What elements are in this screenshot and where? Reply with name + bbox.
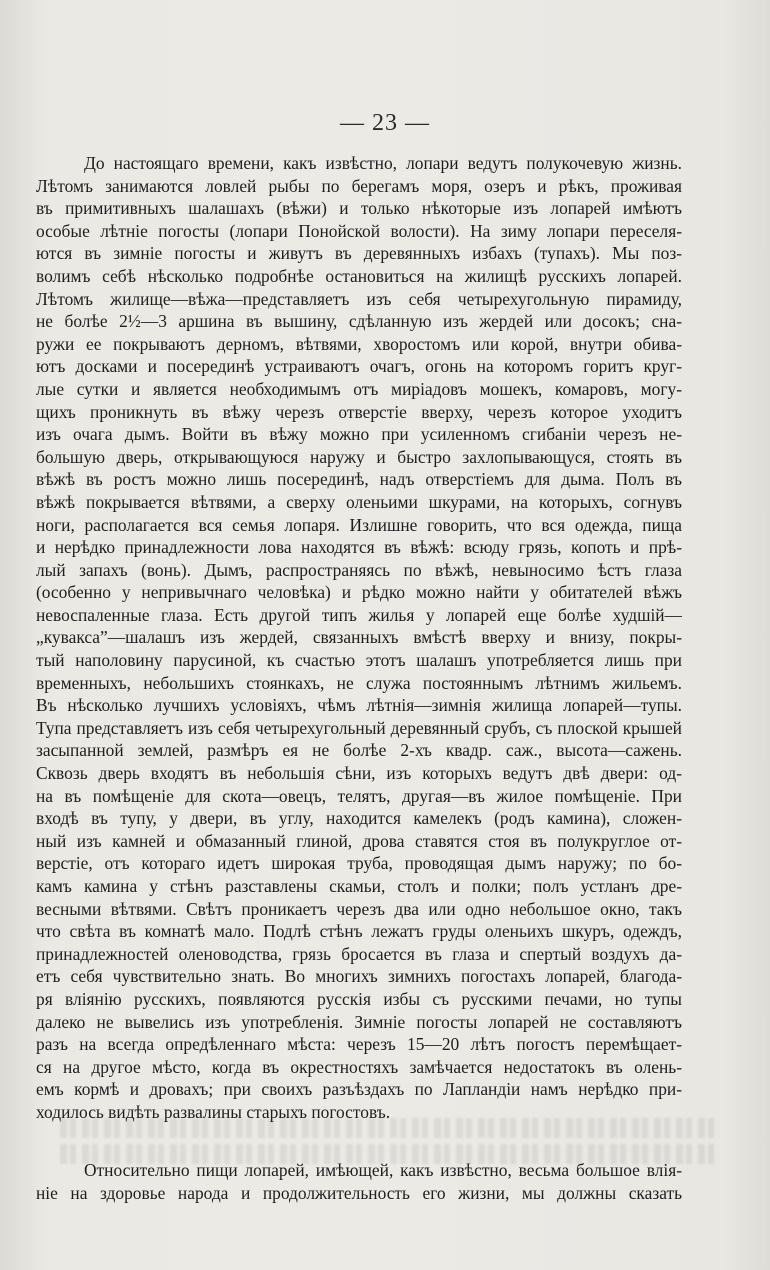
- text-line: Лѣтомъ жилище—вѣжа—представляетъ изъ себя четырехугольную пирамиду,: [36, 288, 682, 309]
- text-line: Сквозь дверь входятъ въ небольшія сѣни, изъ которыхъ ведутъ двѣ двери: од-: [36, 763, 682, 784]
- text-line: и нерѣдко принадлежности лова находятся въ вѣжѣ: всюду грязь, копоть и прѣ-: [36, 537, 682, 558]
- text-line: принадлежностей оленоводства, грязь бросается въ глаза и спертый воздухъ да-: [36, 943, 682, 964]
- paragraph-habitation: [36, 152, 682, 1124]
- page-number: — 23 —: [340, 110, 430, 136]
- text-line: Тупа представляетъ изъ себя четырехугольный деревянный срубъ, съ плоской крышей: [36, 717, 682, 738]
- text-line: щихъ проникнуть въ вѣжу черезъ отверстіе вверху, черезъ которое уходитъ: [36, 401, 682, 422]
- text-line: емъ кормѣ и дровахъ; при своихъ разъѣздахъ по Лапландіи намъ нерѣдко при-: [36, 1079, 682, 1100]
- text-line: ются въ зимніе погосты и живутъ въ деревянныхъ избахъ (тупахъ). Мы поз-: [36, 243, 682, 264]
- text-line: разъ на всегда опредѣленнаго мѣста: черезъ 15—20 лѣтъ погостъ перемѣщает-: [36, 1034, 682, 1055]
- text-line: весными вѣтвями. Свѣтъ проникаетъ черезъ два или одно небольшое окно, такъ: [36, 898, 682, 919]
- paragraph-food: [36, 1159, 682, 1204]
- text-line: ружи ее покрываютъ дерномъ, вѣтвями, хворостомъ или корой, внутри обива-: [36, 333, 682, 354]
- text-line: въ примитивныхъ шалашахъ (вѣжи) и только нѣкоторые изъ лопарей имѣютъ: [36, 198, 682, 219]
- text-line: (особенно у непривычнаго человѣка) и рѣдко можно найти у обитателей вѣжъ: [36, 582, 682, 603]
- text-line: ноги, располагается вся семья лопаря. Излишне говорить, что вся одежда, пища: [36, 514, 682, 535]
- text-line: на въ помѣщеніе для скота—овецъ, телятъ, другая—въ жилое помѣщеніе. При: [36, 785, 682, 806]
- text-line: ся на другое мѣсто, когда въ окрестностяхъ замѣчается недостатокъ въ олень-: [36, 1056, 682, 1077]
- text-line: ный изъ камней и обмазанный глиной, дрова ставятся стоя въ полукруглое от-: [36, 830, 682, 851]
- text-line: лые сутки и является необходимымъ отъ миріадовъ мошекъ, комаровъ, могу-: [36, 378, 682, 399]
- text-line: верстіе, отъ котораго идетъ широкая труба, проводящая дымъ наружу; по бо-: [36, 853, 682, 874]
- text-line: ря вліянію русскихъ, появляются русскія избы съ русскими печами, но тупы: [36, 988, 682, 1009]
- text-line: Въ нѣсколько лучшихъ условіяхъ, чѣмъ лѣтнія—зимнія жилища лопарей—тупы.: [36, 695, 682, 716]
- text-line: вѣжѣ покрывается вѣтвями, а сверху оленьими шкурами, на которыхъ, согнувъ: [36, 491, 682, 512]
- text-line: ніе на здоровье народа и продолжительность его жизни, мы должны сказать: [36, 1182, 682, 1203]
- text-line: вѣжѣ въ ростъ можно лишь посерединѣ, надъ отверстіемъ для дыма. Полъ въ: [36, 469, 682, 490]
- text-line: большую дверь, открывающуюся наружу и быстро захлопывающуся, стоять въ: [36, 446, 682, 467]
- text-line: „куваксаˮ—шалашъ изъ жердей, связанныхъ вмѣстѣ вверху и внизу, покры-: [36, 627, 682, 648]
- text-line: невоспаленные глаза. Есть другой типъ жилья у лопарей еще болѣе худшій—: [36, 604, 682, 625]
- text-line: тый наполовину парусиной, къ счастью этотъ шалашъ употребляется лишь при: [36, 650, 682, 671]
- text-line: ходилось видѣть развалины старыхъ погостовъ.: [36, 1101, 391, 1122]
- text-line: етъ себя чувствительно знать. Во многихъ зимнихъ погостахъ лопарей, благода-: [36, 966, 682, 987]
- text-line: Относительно пищи лопарей, имѣющей, какъ извѣстно, весьма большое влія-: [84, 1160, 682, 1180]
- text-line: входѣ въ тупу, у двери, въ углу, находится камелекъ (родъ камина), сложен-: [36, 808, 682, 829]
- text-line: камъ камина у стѣнъ разставлены скамьи, столъ и полки; полъ устланъ дре-: [36, 876, 682, 896]
- text-line: волимъ себѣ нѣсколько подробнѣе остановиться на жилищѣ русскихъ лопарей.: [36, 265, 682, 286]
- text-line: далеко не вывелись изъ употребленія. Зимніе погосты лопарей не составляютъ: [36, 1011, 682, 1032]
- text-line: ютъ досками и посерединѣ устраиваютъ очагъ, огонь на которомъ горитъ круг-: [36, 356, 682, 377]
- text-line: изъ очага дымъ. Войти въ вѣжу можно при усиленномъ сгибаніи черезъ не-: [36, 424, 682, 445]
- text-line: До настоящаго времени, какъ извѣстно, лопари ведутъ полукочевую жизнь.: [84, 153, 682, 173]
- text-line: засыпанной землей, размѣръ ея не болѣе 2-хъ квадр. саж., высота—сажень.: [36, 740, 682, 761]
- text-line: временныхъ, небольшихъ стоянкахъ, не служа постояннымъ лѣтнимъ жильемъ.: [36, 672, 682, 693]
- text-line: Лѣтомъ занимаются ловлей рыбы по берегамъ моря, озеръ и рѣкъ, проживая: [36, 175, 682, 196]
- text-line: особые лѣтніе погосты (лопари Понойской волости). На зиму лопари переселя-: [36, 220, 682, 241]
- text-line: лый запахъ (вонь). Дымъ, распространяясь по вѣжѣ, невыносимо ѣстъ глаза: [36, 559, 682, 580]
- text-line: что свѣта въ комнатѣ мало. Подлѣ стѣнъ лежатъ груды оленьихъ шкуръ, одеждъ,: [36, 921, 682, 942]
- text-line: не болѣе 2½—3 аршина въ вышину, сдѣланную изъ жердей или досокъ; сна-: [36, 311, 682, 332]
